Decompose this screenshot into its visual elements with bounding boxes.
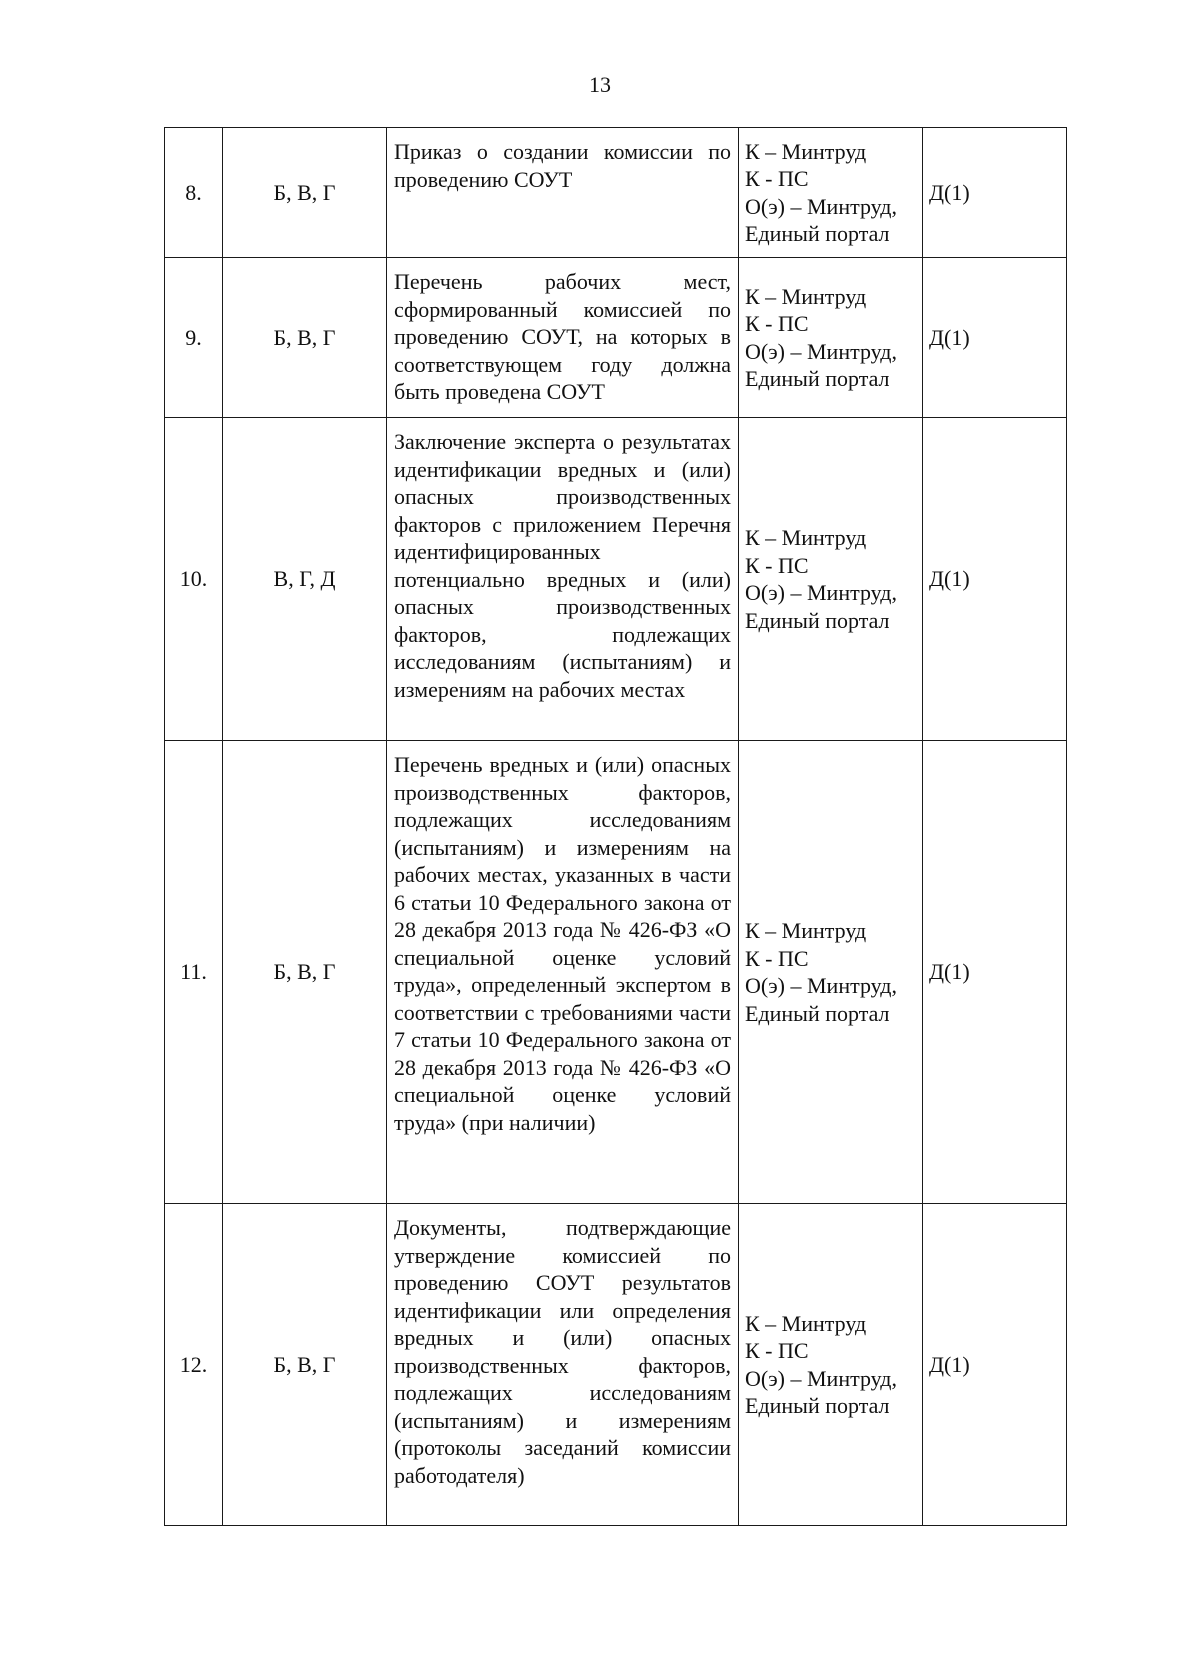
row-document-text: Перечень рабочих мест, сформированный комиссией по проведению СОУТ, на которых в соответствующем году должна быть проведена СОУТ <box>394 269 731 404</box>
row-period: Д(1) <box>923 128 1067 258</box>
row-number: 9. <box>165 258 223 418</box>
row-retention <box>739 258 923 418</box>
retention-line: К - ПС <box>745 1338 809 1363</box>
retention-line: К – Минтруд <box>745 1310 867 1336</box>
row-document-text: Перечень вредных и (или) опасных производственных факторов, подлежащих исследованиям (испытаниям) и измерениям на рабочих местах, указанных в части 6 статьи 10 Федерального закона от 28 декабря 2013 года № 426-ФЗ «О специальной оценке условий труда», определенный экспертом в соответствии с требованиями части 7 статьи 10 Федерального закона от 28 декабря 2013 года № 426-ФЗ «О специальной оценке условий труда» (при наличии) <box>394 752 731 1135</box>
retention-line: Единый портал <box>745 221 890 246</box>
row-number: 11. <box>165 741 223 1204</box>
row-categories: Б, В, Г <box>223 258 387 418</box>
row-period: Д(1) <box>923 1204 1067 1526</box>
row-period: Д(1) <box>923 418 1067 741</box>
row-categories: В, Г, Д <box>223 418 387 741</box>
row-number: 12. <box>165 1204 223 1526</box>
row-document-text: Приказ о создании комиссии по проведению СОУТ <box>394 139 731 192</box>
page-number: 13 <box>589 72 611 97</box>
retention-line: К – Минтруд <box>745 138 867 164</box>
row-number: 8. <box>165 128 223 258</box>
retention-line: К - ПС <box>745 311 809 336</box>
retention-line: Единый портал <box>745 607 890 633</box>
retention-line: О(э) – Минтруд, <box>745 580 897 605</box>
retention-line: О(э) – Минтруд, <box>745 1365 897 1391</box>
retention-line: К - ПС <box>745 945 809 971</box>
retention-line: К – Минтруд <box>745 283 867 309</box>
retention-line: О(э) – Минтруд, <box>745 193 897 219</box>
retention-line: К - ПС <box>745 166 809 191</box>
row-retention <box>739 741 923 1204</box>
row-document <box>387 128 739 258</box>
table-row <box>165 1204 1067 1526</box>
row-period: Д(1) <box>923 741 1067 1204</box>
retention-line: Единый портал <box>745 1393 890 1418</box>
row-document-text: Документы, подтверждающие утверждение комиссией по проведению СОУТ результатов идентификации или определения вредных и (или) опасных производственных факторов, подлежащих исследованиям (испытаниям) и измерениям (протоколы заседаний комиссии работодателя) <box>394 1215 731 1488</box>
row-categories: Б, В, Г <box>223 1204 387 1526</box>
retention-line: Единый портал <box>745 1000 890 1026</box>
row-categories: Б, В, Г <box>223 741 387 1204</box>
retention-line: К - ПС <box>745 552 809 578</box>
table-row <box>165 418 1067 741</box>
retention-line: О(э) – Минтруд, <box>745 338 897 364</box>
row-retention <box>739 1204 923 1526</box>
row-retention <box>739 418 923 741</box>
row-retention <box>739 128 923 258</box>
row-document <box>387 1204 739 1526</box>
table-row <box>165 258 1067 418</box>
row-document-text: Заключение эксперта о результатах идентификации вредных и (или) опасных производственных факторов с приложением Перечня идентифицированных потенциально вредных и (или) опасных производственных факторов, подлежащих исследованиям (испытаниям) и измерениям на рабочих местах <box>394 429 731 702</box>
retention-line: О(э) – Минтруд, <box>745 973 897 998</box>
retention-line: К – Минтруд <box>745 918 867 943</box>
row-document <box>387 741 739 1204</box>
documents-table <box>164 127 1067 1526</box>
row-document <box>387 258 739 418</box>
table-row <box>165 741 1067 1204</box>
retention-line: К – Минтруд <box>745 525 867 550</box>
row-number: 10. <box>165 418 223 741</box>
retention-line: Единый портал <box>745 366 890 391</box>
row-period: Д(1) <box>923 258 1067 418</box>
row-document <box>387 418 739 741</box>
table-row <box>165 128 1067 258</box>
row-categories: Б, В, Г <box>223 128 387 258</box>
